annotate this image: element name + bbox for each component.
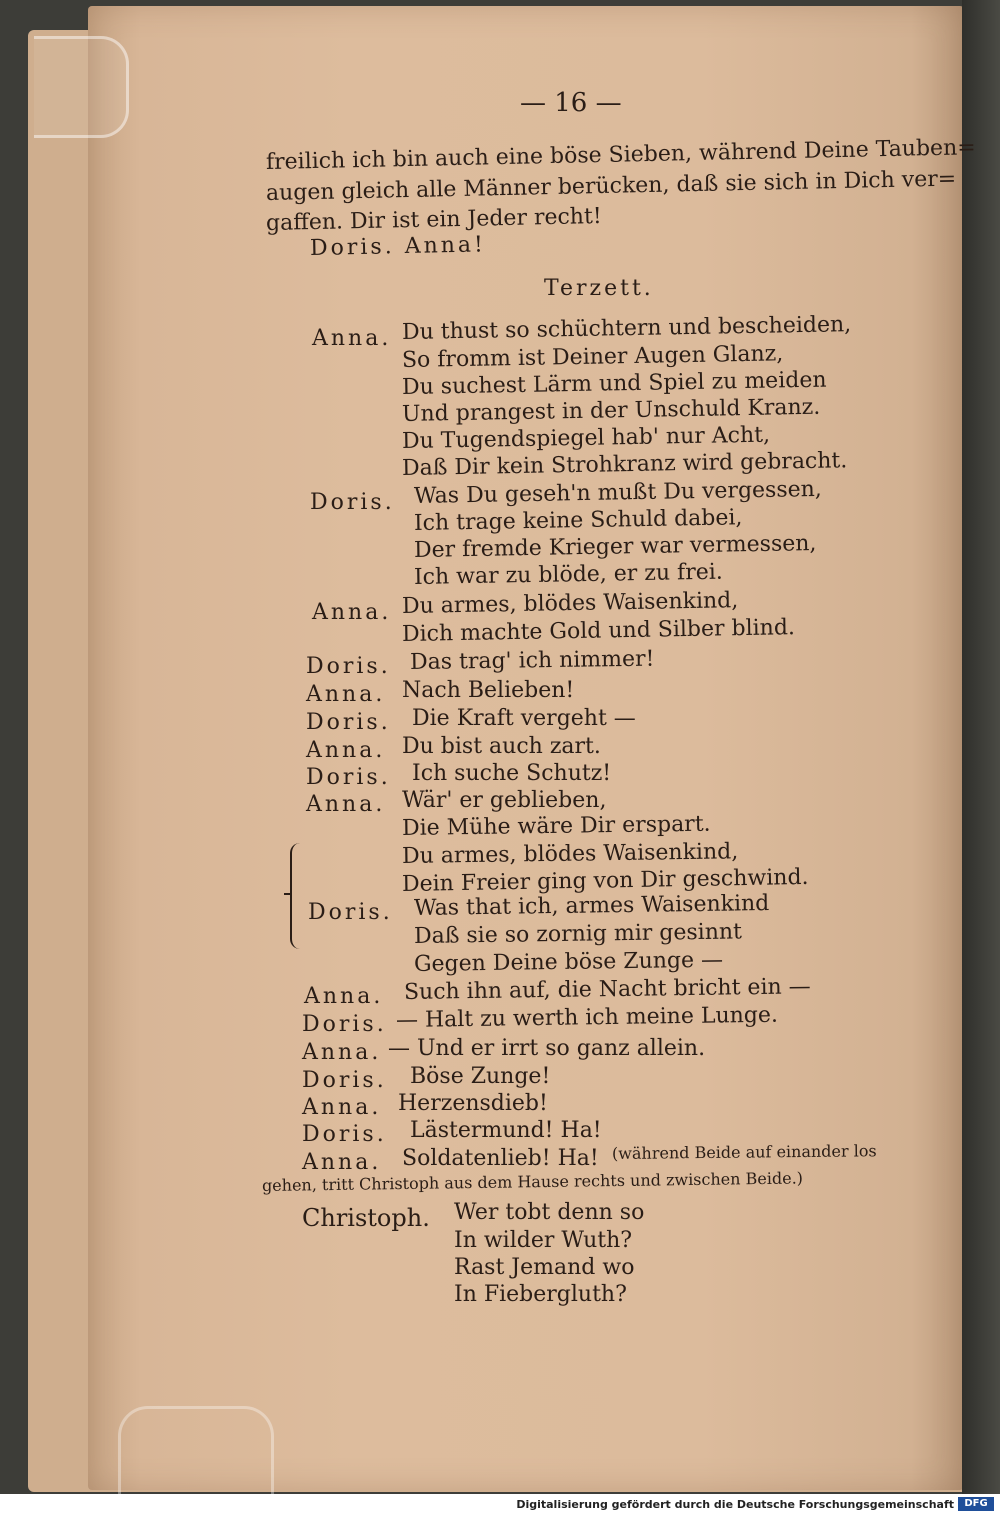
speaker-label: Christoph.	[302, 1204, 430, 1232]
plastic-clip-top	[34, 36, 129, 138]
speaker-label: Anna.	[302, 1150, 382, 1175]
text-line: Doris. Anna!	[309, 232, 487, 261]
book-edge	[962, 0, 1000, 1494]
speaker-label: Anna.	[312, 326, 392, 351]
speaker-label: Doris.	[302, 1012, 387, 1037]
speaker-label: Anna.	[312, 600, 392, 625]
verse-line: Wär' er geblieben,	[402, 788, 607, 813]
footer-bar	[0, 1494, 1000, 1515]
verse-line: — Und er irrt so ganz allein.	[388, 1036, 706, 1061]
verse-line: In wilder Wuth?	[454, 1228, 633, 1253]
verse-line: Ich trage keine Schuld dabei,	[413, 505, 743, 536]
verse-line: Dich machte Gold und Silber blind.	[401, 615, 796, 647]
verse-line: — Halt zu werth ich meine Lunge.	[395, 1002, 779, 1033]
verse-line: Herzensdieb!	[398, 1091, 548, 1116]
verse-line: Gegen Deine böse Zunge —	[413, 947, 724, 977]
verse-line: Such ihn auf, die Nacht bricht ein —	[403, 974, 811, 1005]
verse-line: Rast Jemand wo	[454, 1255, 635, 1280]
verse-line: In Fiebergluth?	[454, 1282, 627, 1307]
speaker-label: Doris.	[306, 654, 391, 679]
brace-icon	[290, 843, 306, 949]
speaker-label: Doris.	[306, 710, 391, 735]
speaker-label: Anna.	[306, 682, 386, 707]
text-line: augen gleich alle Männer berücken, daß sie sich in Dich ver=	[265, 166, 957, 206]
speaker-label: Doris.	[302, 1122, 387, 1147]
speaker-label: Doris.	[306, 765, 391, 790]
verse-line: Du Tugendspiegel hab' nur Acht,	[401, 422, 771, 454]
verse-line: Was that ich, armes Waisenkind	[413, 891, 770, 921]
stage-direction: gehen, tritt Christoph aus dem Hause rechts und zwischen Beide.)	[261, 1168, 804, 1195]
verse-line: Die Kraft vergeht —	[412, 706, 636, 731]
verse-line: Und prangest in der Unschuld Kranz.	[401, 394, 821, 427]
speaker-label: Doris.	[310, 490, 395, 515]
verse-line: Du armes, blödes Waisenkind,	[401, 839, 739, 869]
stage-direction: (während Beide auf einander los	[611, 1141, 877, 1163]
verse-line: Du armes, blödes Waisenkind,	[401, 588, 739, 619]
verse-line: Was Du geseh'n mußt Du vergessen,	[413, 476, 823, 509]
verse-line: Ich war zu blöde, er zu frei.	[413, 559, 723, 590]
speaker-label: Anna.	[304, 984, 384, 1009]
verse-line: Nach Belieben!	[402, 678, 575, 703]
speaker-label: Anna.	[302, 1095, 382, 1120]
verse-line: So fromm ist Deiner Augen Glanz,	[401, 341, 784, 373]
verse-line: Ich suche Schutz!	[412, 761, 612, 786]
speaker-label: Anna.	[306, 738, 386, 763]
credit-text: Digitalisierung gefördert durch die Deutsche Forschungsgemeinschaft	[516, 1498, 954, 1511]
verse-line: Wer tobt denn so	[454, 1200, 645, 1225]
speaker-label: Anna.	[302, 1040, 382, 1065]
verse-line: Du suchest Lärm und Spiel zu meiden	[401, 367, 827, 400]
verse-line: Das trag' ich nimmer!	[409, 646, 655, 675]
speaker-label: Doris.	[308, 900, 393, 925]
verse-line: Du bist auch zart.	[402, 734, 601, 759]
verse-line: Du thust so schüchtern und bescheiden,	[401, 312, 852, 345]
page-number: — 16 —	[520, 88, 622, 118]
verse-line: Daß Dir kein Strohkranz wird gebracht.	[401, 448, 848, 481]
verse-line: Lästermund! Ha!	[410, 1118, 602, 1143]
verse-line: Böse Zunge!	[410, 1064, 551, 1089]
verse-line: Dein Freier ging von Dir geschwind.	[401, 864, 809, 897]
speaker-label: Anna.	[306, 792, 386, 817]
dfg-logo-icon: DFG	[958, 1497, 994, 1511]
verse-line: Der fremde Krieger war vermessen,	[413, 530, 817, 563]
verse-line: Die Mühe wäre Dir erspart.	[401, 811, 711, 841]
speaker-label: Doris.	[302, 1068, 387, 1093]
text-line: gaffen. Dir ist ein Jeder recht!	[265, 203, 602, 236]
section-heading: Terzett.	[544, 276, 654, 301]
plastic-clip-bottom	[118, 1406, 274, 1494]
verse-line: Daß sie so zornig mir gesinnt	[413, 919, 743, 949]
text-line: freilich ich bin auch eine böse Sieben, während Deine Tauben=	[265, 135, 976, 175]
verse-line: Soldatenlieb! Ha!	[402, 1146, 599, 1171]
